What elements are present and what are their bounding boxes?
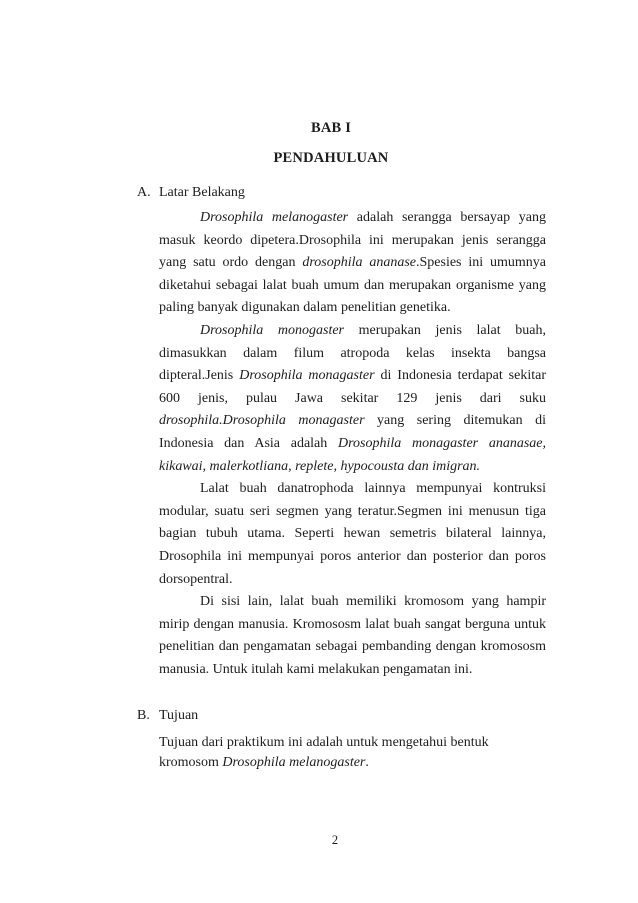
text-run: . bbox=[365, 755, 369, 770]
text-run: Tujuan dari praktikum ini adalah untuk mengetahui bentuk kromosom bbox=[159, 735, 489, 770]
section-a-title: Latar Belakang bbox=[159, 185, 245, 200]
italic-text-run: drosophila ananase bbox=[302, 255, 416, 271]
section-b-letter: B. bbox=[137, 708, 150, 723]
text-run: di Indonesia terdapat sekitar 600 jenis, pulau Jawa sekitar 129 jenis dari suku bbox=[159, 368, 546, 406]
paragraph-drosophila-monogaster bbox=[159, 320, 546, 478]
italic-text-run: Drosophila monagaster ananasae, kikawai, malerkotliana, replete, hypocousta dan imigran. bbox=[159, 435, 547, 474]
italic-text-run: Drosophila melanogaster bbox=[200, 210, 349, 225]
chapter-number: BAB I bbox=[310, 120, 352, 136]
text-run: yang sering ditemukan di Indonesia dan Asia adalah bbox=[159, 413, 546, 451]
page-number: 2 bbox=[331, 833, 339, 847]
text-run: Di sisi lain, lalat buah memiliki kromosom yang hampir mirip dengan manusia. Kromososm lalat buah sangat berguna untuk penelitian dan pengamatan sebagai pembanding dengan kromososm manusia. Untuk itulah kami melakukan pengamatan ini. bbox=[159, 594, 546, 677]
chapter-title: PENDAHULUAN bbox=[273, 150, 389, 166]
italic-text-run: Drosophila melanogaster bbox=[222, 755, 366, 770]
section-b-heading bbox=[137, 708, 198, 724]
section-b-body bbox=[159, 733, 546, 773]
text-run: .Spesies ini umumnya diketahui sebagai lalat buah umum dan merupakan organisme yang paling banyak digunakan dalam penelitian genetika. bbox=[159, 255, 546, 316]
paragraph-tujuan bbox=[159, 733, 546, 773]
italic-text-run: drosophila.Drosophila monagaster bbox=[159, 413, 365, 429]
section-a-heading bbox=[137, 185, 245, 201]
paragraph-modular-construction bbox=[159, 478, 546, 591]
italic-text-run: Drosophila monagaster bbox=[239, 368, 375, 384]
text-run: merupakan jenis lalat buah, dimasukkan dalam filum atropoda kelas insekta bangsa dipteral.Jenis bbox=[159, 322, 546, 384]
text-run: Lalat buah danatrophoda lainnya mempunyai kontruksi modular, suatu seri segmen yang teratur.Segmen ini menusun tiga bagian tubuh utama. Seperti hewan semetris bilateral lainnya, Drosophila ini mempunyai poros anterior dan posterior dan poros dorsopentral. bbox=[159, 481, 546, 587]
paragraph-drosophila-melanogaster bbox=[159, 207, 546, 320]
paragraph-chromosome bbox=[159, 591, 546, 681]
section-a-body bbox=[159, 207, 546, 681]
section-a-letter: A. bbox=[137, 185, 151, 200]
italic-text-run: Drosophila monogaster bbox=[200, 322, 345, 338]
text-run: adalah serangga bersayap yang masuk keordo dipetera.Drosophila ini merupakan jenis serangga yang satu ordo dengan bbox=[159, 210, 547, 271]
section-b-title: Tujuan bbox=[159, 708, 199, 723]
